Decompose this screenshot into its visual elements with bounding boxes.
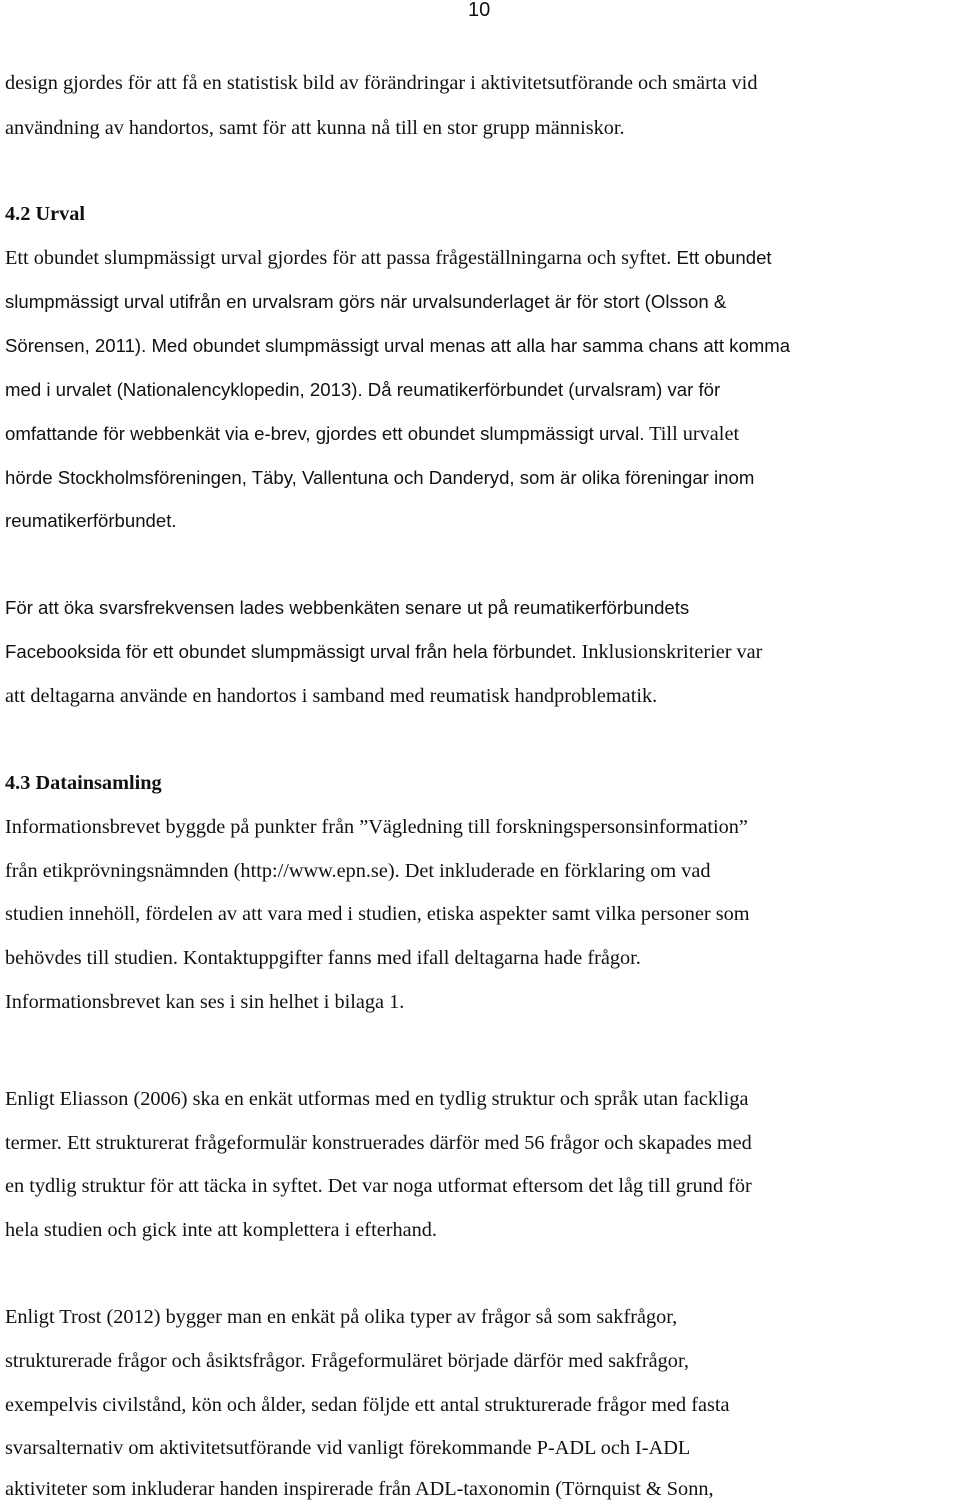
body-text-line: studien innehöll, fördelen av att vara med i studien, etiska aspekter samt vilka personer som xyxy=(5,903,750,925)
text-segment: från etikprövningsnämnden (http://www.epn.se). xyxy=(5,860,400,882)
heading-number: 4.2 xyxy=(5,203,31,225)
body-text-line: slumpmässigt urval utifrån en urvalsram görs när urvalsunderlaget är för stort (Olsson & xyxy=(5,291,727,312)
body-text-line xyxy=(5,243,960,273)
body-text-line: strukturerade frågor och åsiktsfrågor. Frågeformuläret började därför med sakfrågor, xyxy=(5,1350,689,1372)
body-text-line: reumatikerförbundet. xyxy=(5,510,177,531)
text-segment: Ett obundet slumpmässigt urval gjordes för att passa frågeställningarna och syftet. xyxy=(5,247,672,269)
body-text-line: behövdes till studien. Kontaktuppgifter fanns med ifall deltagarna hade frågor. xyxy=(5,947,641,969)
body-text-line: Informationsbrevet byggde på punkter från ”Vägledning till forskningspersonsinformation” xyxy=(5,816,748,838)
body-text-line: hela studien och gick inte att komplettera i efterhand. xyxy=(5,1219,437,1241)
text-segment: Sörensen, 2011). xyxy=(5,335,147,356)
body-text-line: svarsalternativ om aktivitetsutförande vid vanligt förekommande P-ADL och I-ADL xyxy=(5,1437,691,1459)
text-segment: omfattande för webbenkät via e-brev, gjordes ett obundet slumpmässigt urval. xyxy=(5,423,645,444)
body-text-line: exempelvis civilstånd, kön och ålder, sedan följde ett antal strukturerade frågor med fasta xyxy=(5,1394,730,1416)
text-segment: Det inkluderade en förklaring om vad xyxy=(399,860,711,882)
heading-title: Datainsamling xyxy=(35,772,162,794)
body-text-line xyxy=(5,637,960,667)
section-heading-urval xyxy=(5,199,960,229)
body-text-line xyxy=(5,419,960,449)
body-text-line: Informationsbrevet kan ses i sin helhet i bilaga 1. xyxy=(5,991,405,1013)
text-segment: Med obundet slumpmässigt urval menas att alla har samma chans att komma xyxy=(146,335,791,356)
body-text-line xyxy=(5,375,960,405)
body-text-line xyxy=(5,331,960,361)
text-segment: Inklusionskriterier var xyxy=(576,641,763,663)
body-text-line: att deltagarna använde en handortos i samband med reumatisk handproblematik. xyxy=(5,685,658,707)
body-text-line: design gjordes för att få en statistisk bild av förändringar i aktivitetsutförande och smärta vid xyxy=(5,72,758,94)
text-segment: med i urvalet (Nationalencyklopedin, 2013). xyxy=(5,379,363,400)
body-text-line: För att öka svarsfrekvensen lades webbenkäten senare ut på reumatikerförbundets xyxy=(5,597,690,618)
text-segment: Facebooksida för ett obundet slumpmässigt urval från hela förbundet. xyxy=(5,641,577,662)
text-segment: Ett obundet xyxy=(671,247,772,268)
body-text-line: hörde Stockholmsföreningen, Täby, Vallentuna och Danderyd, som är olika föreningar inom xyxy=(5,467,755,488)
heading-number: 4.3 xyxy=(5,772,31,794)
section-heading-datainsamling xyxy=(5,768,960,798)
body-text-line: aktiviteter som inkluderar handen inspirerade från ADL-taxonomin (Törnquist & Sonn, xyxy=(5,1478,714,1500)
body-text-line: Enligt Eliasson (2006) ska en enkät utformas med en tydlig struktur och språk utan fackliga xyxy=(5,1088,749,1110)
body-text-line: en tydlig struktur för att täcka in syftet. Det var noga utformat eftersom det låg till grund för xyxy=(5,1175,752,1197)
text-segment: Till urvalet xyxy=(644,423,740,445)
body-text-line xyxy=(5,856,960,886)
page-number: 10 xyxy=(468,0,491,21)
body-text-line: Enligt Trost (2012) bygger man en enkät på olika typer av frågor så som sakfrågor, xyxy=(5,1306,678,1328)
heading-title: Urval xyxy=(35,203,86,225)
text-segment: Då reumatikerförbundet (urvalsram) var för xyxy=(362,379,721,400)
body-text-line: termer. Ett strukturerat frågeformulär konstruerades därför med 56 frågor och skapades med xyxy=(5,1132,752,1154)
body-text-line: användning av handortos, samt för att kunna nå till en stor grupp människor. xyxy=(5,117,625,139)
